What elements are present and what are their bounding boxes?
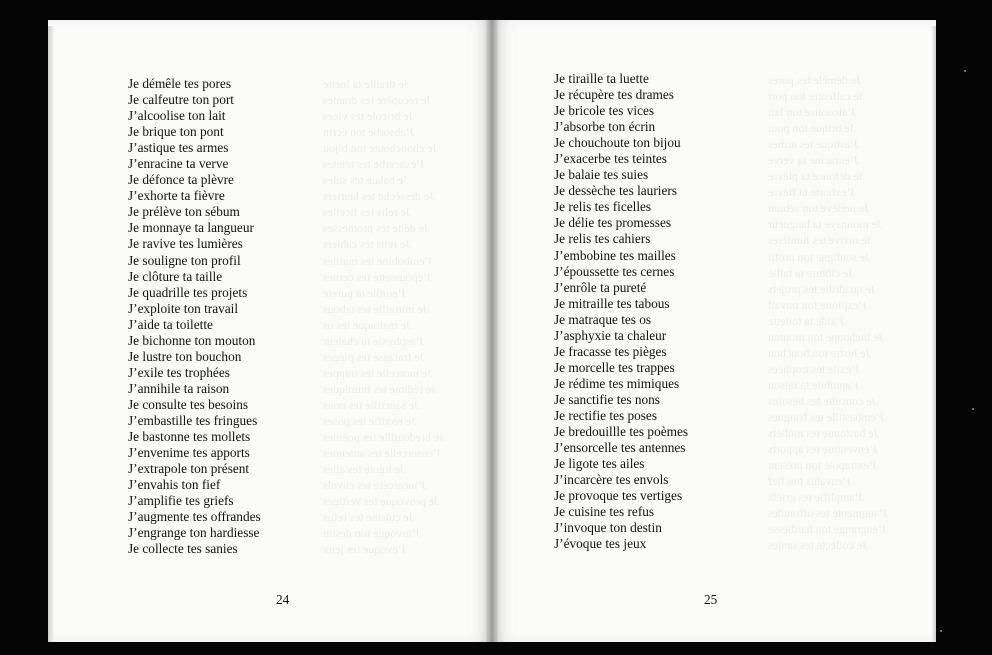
show-through-line: J’exacerbe tes teintes [323, 157, 425, 172]
show-through-line: Je bricole tes vices [323, 109, 414, 124]
show-through-line: Je démêle tes pores [768, 73, 862, 87]
show-through-line: Je ligote tes ailes [323, 462, 405, 477]
verse-line: Je souligne ton profil [128, 252, 241, 268]
verse-line: Je cuisine tes refus [554, 504, 655, 520]
verse-line: Je relis tes cahiers [554, 231, 651, 247]
show-through-line: J’embobine tes mailles [323, 253, 434, 268]
show-through-line: J’invoque ton destin [323, 526, 421, 541]
show-through-line: Je rédime tes mimiques [323, 381, 437, 396]
show-through-line: J’envahis ton fief [768, 474, 852, 489]
verse-line: Je morcelle tes trappes [554, 359, 675, 375]
verse-line: Je rédime tes mimiques [554, 375, 680, 391]
verse-line: Je quadrille tes projets [128, 284, 248, 300]
show-through-line: Je matraque tes os [323, 317, 411, 332]
verse-line: Je mitraille tes tabous [554, 295, 670, 311]
verse-line: Je tiraille ta luette [554, 71, 649, 86]
dust-speck [964, 70, 966, 72]
verse-line: J’extrapole ton présent [128, 461, 250, 477]
verse-line: J’incarcère tes envols [554, 472, 669, 488]
show-through-line: Je défonce ta plèvre [768, 169, 864, 184]
show-through-line: Je sanctifie tes nons [323, 397, 419, 412]
verse-line: Je bastonne tes mollets [128, 429, 251, 445]
verse-line: Je lustre ton bouchon [128, 348, 242, 364]
show-through-line: Je ravive tes lumières [768, 233, 872, 248]
verse-line: Je calfeutre ton port [128, 92, 234, 108]
show-through-line: J’augmente tes offrandes [768, 506, 888, 521]
show-through-line: Je rectifie tes poses [323, 413, 416, 428]
show-through-line: J’aide ta toilette [768, 313, 845, 328]
verse-line: Je dessèche tes lauriers [554, 183, 677, 199]
verse-line: J’époussette tes cernes [554, 263, 675, 279]
show-through-line: Je lustre ton bouchon [768, 345, 871, 360]
book-gutter [486, 20, 498, 642]
show-through-line: Je dessèche tes lauriers [323, 189, 434, 204]
verse-line: J’embastille tes fringues [128, 412, 258, 428]
verse-line: Je défonce ta plèvre [128, 172, 234, 188]
show-through-line: J’envenime tes apports [768, 442, 879, 457]
show-through-line: J’engrange ton hardiesse [768, 522, 887, 537]
verse-line: J’évoque tes jeux [554, 536, 647, 552]
show-through-line: J’exploite ton travail [768, 297, 868, 312]
verse-line: Je matraque tes os [554, 311, 652, 327]
show-through-line: Je bastonne tes mollets [768, 426, 879, 441]
verse-line: Je ligote tes ailes [554, 456, 645, 472]
right-page [492, 20, 936, 642]
verse-line: J’augmente tes offrandes [128, 509, 261, 525]
verse-line: Je clôture ta taille [128, 268, 223, 284]
show-through-line: Je relis tes ficelles [323, 205, 411, 220]
verse-line: Je fracasse tes pièges [554, 343, 667, 359]
verse-line: J’envahis ton fief [128, 477, 221, 493]
page-edge-left [48, 26, 54, 642]
verse-line: J’exploite ton travail [128, 300, 239, 316]
verse-line: J’exacerbe tes teintes [554, 151, 667, 167]
show-through-line: Je balaie tes suies [323, 173, 409, 188]
show-through-line: Je récupère tes drames [323, 93, 432, 108]
verse-line: J’invoque ton destin [554, 520, 662, 536]
verse-line: J’asphyxie ta chaleur [554, 327, 667, 343]
left-page [48, 20, 492, 642]
show-through-line: J’évoque tes jeux [323, 542, 407, 557]
verse-line: Je provoque tes vertiges [554, 488, 683, 504]
show-through-line: Je relis tes cahiers [323, 237, 410, 252]
verse-line: Je bichonne ton mouton [128, 332, 256, 348]
show-through-line: Je brique ton pont [768, 121, 855, 136]
verse-line: J’ensorcelle tes antennes [554, 440, 686, 456]
show-through-left [323, 76, 444, 557]
dust-speck [972, 408, 974, 410]
verse-line: Je balaie tes suies [554, 167, 649, 183]
show-through-right [768, 72, 888, 553]
verse-line: Je bricole tes vices [554, 103, 655, 119]
verse-line: Je démêle tes pores [128, 76, 232, 91]
right-page-number: 25 [704, 592, 718, 607]
verse-line: J’engrange ton hardiesse [128, 525, 260, 541]
show-through-line: Je souligne ton profil [768, 249, 870, 264]
show-through-line: J’incarcère tes envols [323, 478, 427, 493]
verse-line: Je rectifie tes poses [554, 407, 658, 423]
show-through-line: J’absorbe ton écrin [323, 125, 415, 140]
verse-line: Je chouchoute ton bijou [554, 135, 681, 151]
verse-line: Je délie tes promesses [554, 215, 672, 231]
dust-speck [940, 630, 942, 632]
show-through-line: J’exhorte ta fièvre [768, 185, 856, 200]
left-poem [128, 76, 261, 557]
show-through-line: Je délie tes promesses [323, 221, 429, 236]
show-through-line: J’enracine ta verve [768, 153, 859, 168]
verse-line: Je bredouillle tes poèmes [554, 424, 689, 440]
left-page-number: 24 [276, 592, 290, 607]
verse-line: J’enracine ta verve [128, 156, 229, 172]
show-through-line: J’embastille tes fringues [768, 409, 885, 424]
verse-line: Je récupère tes drames [554, 87, 674, 103]
show-through-line: J’enrôle ta pureté [323, 285, 407, 300]
show-through-line: J’alcoolise ton lait [768, 105, 857, 120]
show-through-line: Je bichonne ton mouton [768, 329, 884, 344]
verse-line: Je collecte tes sanies [128, 541, 238, 557]
show-through-line: Je quadrille tes projets [768, 281, 876, 296]
verse-line: J’alcoolise ton lait [128, 108, 226, 124]
show-through-line: J’époussette tes cernes [323, 269, 432, 284]
verse-line: J’annihile ta raison [128, 380, 230, 396]
verse-line: J’absorbe ton écrin [554, 119, 656, 135]
page-edge-right [932, 26, 936, 642]
show-through-line: J’annihile ta raison [768, 377, 860, 392]
show-through-line: Je clôture ta taille [768, 265, 854, 280]
verse-line: Je prélève ton sébum [128, 204, 240, 220]
verse-line: Je ravive tes lumières [128, 236, 243, 252]
show-through-line: J’ensorcelle tes antennes [323, 446, 442, 461]
show-through-line: Je mitraille tes tabous [323, 301, 428, 316]
show-through-line: Je morcelle tes trappes [323, 365, 432, 380]
verse-line: J’envenime tes apports [128, 445, 250, 461]
verse-line: Je relis tes ficelles [554, 199, 652, 215]
show-through-line: Je collecte tes sanies [768, 538, 868, 553]
verse-line: J’aide ta toilette [128, 316, 213, 332]
verse-line: Je monnaye ta langueur [128, 220, 254, 236]
verse-line: Je brique ton pont [128, 124, 224, 140]
verse-line: J’exhorte ta fièvre [128, 188, 225, 204]
show-through-line: J’amplifie tes griefs [768, 490, 864, 505]
show-through-line: J’extrapole ton présent [768, 458, 878, 473]
show-through-line: Je calfeutre ton port [768, 89, 864, 104]
show-through-line: Je monnaye ta langueur [768, 217, 882, 232]
verse-line: J’amplifie tes griefs [128, 493, 234, 509]
verse-line: J’astique tes armes [128, 140, 229, 156]
show-through-line: Je prélève ton sébum [768, 201, 870, 216]
show-through-line: Je tiraille ta luette [323, 77, 409, 91]
show-through-line: J’asphyxie ta chaleur [323, 333, 425, 348]
show-through-line: J’exile tes trophées [768, 361, 861, 376]
open-book [48, 20, 936, 642]
verse-line: J’embobine tes mailles [554, 247, 676, 263]
show-through-line: Je fracasse tes pièges [323, 349, 425, 364]
show-through-line: Je provoque tes vertiges [323, 494, 439, 509]
show-through-line: Je cuisine tes refus [323, 510, 414, 525]
right-poem [554, 71, 688, 552]
show-through-line: Je chouchoute ton bijou [323, 141, 438, 156]
verse-line: Je consulte tes besoins [128, 396, 249, 412]
verse-line: J’enrôle ta pureté [554, 279, 647, 295]
show-through-line: J’astique tes armes [768, 137, 859, 152]
verse-line: J’exile tes trophées [128, 364, 230, 380]
verse-line: Je sanctifie tes nons [554, 391, 660, 407]
show-through-line: Je consulte tes besoins [768, 393, 877, 408]
show-through-line: Je bredouillle tes poèmes [323, 430, 444, 445]
